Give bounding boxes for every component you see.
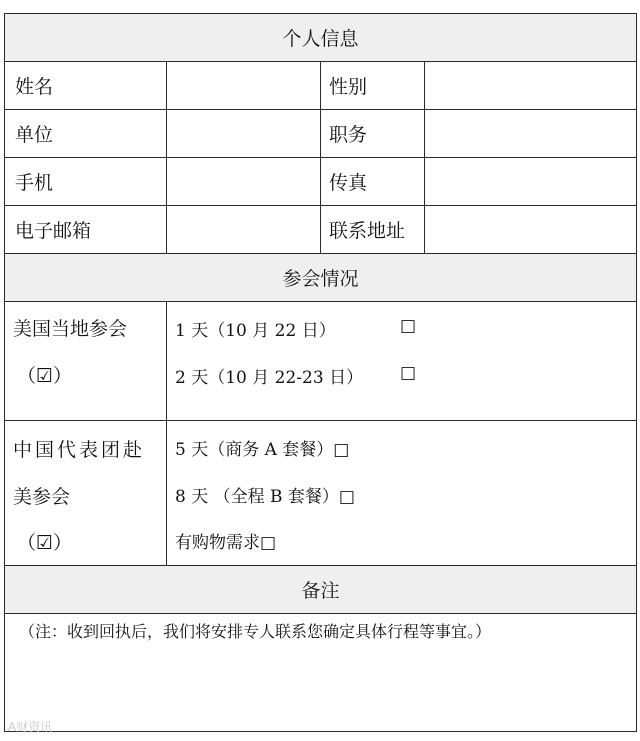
position-label: 职务 bbox=[321, 110, 425, 158]
local-attendance-label bbox=[5, 302, 167, 421]
mobile-field[interactable] bbox=[167, 158, 321, 206]
fax-label: 传真 bbox=[321, 158, 425, 206]
mobile-label: 手机 bbox=[5, 158, 167, 206]
option-2-day-checkbox[interactable]: □ bbox=[400, 363, 417, 383]
address-field[interactable] bbox=[425, 206, 637, 254]
position-field[interactable] bbox=[425, 110, 637, 158]
address-label: 联系地址 bbox=[321, 206, 425, 254]
option-1-day-checkbox[interactable]: □ bbox=[400, 316, 417, 336]
option-1-day[interactable]: 1 天（10 月 22 日） bbox=[175, 321, 336, 341]
delegation-check: （☑） bbox=[17, 532, 73, 554]
watermark: A财资讯 bbox=[8, 720, 53, 734]
section-header-remarks: 备注 bbox=[5, 566, 637, 614]
section-header-personal-info: 个人信息 bbox=[5, 14, 637, 62]
option-2-day[interactable]: 2 天（10 月 22-23 日） bbox=[175, 368, 364, 388]
delegation-attendance-label bbox=[5, 421, 167, 566]
option-5-day-package-a[interactable]: 5 天（商务 A 套餐）□ bbox=[175, 440, 350, 460]
option-shopping[interactable]: 有购物需求□ bbox=[175, 533, 277, 553]
remarks-note[interactable]: （注：收到回执后，我们将安排专人联系您确定具体行程等事宜。） bbox=[5, 614, 637, 732]
fax-field[interactable] bbox=[425, 158, 637, 206]
email-field[interactable] bbox=[167, 206, 321, 254]
delegation-options bbox=[167, 421, 637, 566]
delegation-title: 中国代表团赴 bbox=[13, 439, 146, 461]
name-label: 姓名 bbox=[5, 62, 167, 110]
local-attendance-options bbox=[167, 302, 637, 421]
local-attendance-check: （☑） bbox=[17, 365, 73, 387]
email-label: 电子邮箱 bbox=[5, 206, 167, 254]
company-field[interactable] bbox=[167, 110, 321, 158]
gender-field[interactable] bbox=[425, 62, 637, 110]
name-field[interactable] bbox=[167, 62, 321, 110]
local-attendance-title: 美国当地参会 bbox=[13, 318, 128, 340]
section-header-attendance: 参会情况 bbox=[5, 254, 637, 302]
company-label: 单位 bbox=[5, 110, 167, 158]
option-8-day-package-b[interactable]: 8 天 （全程 B 套餐）□ bbox=[175, 487, 355, 507]
registration-form-table bbox=[4, 13, 637, 732]
gender-label: 性别 bbox=[321, 62, 425, 110]
delegation-title-cont: 美参会 bbox=[13, 486, 71, 508]
